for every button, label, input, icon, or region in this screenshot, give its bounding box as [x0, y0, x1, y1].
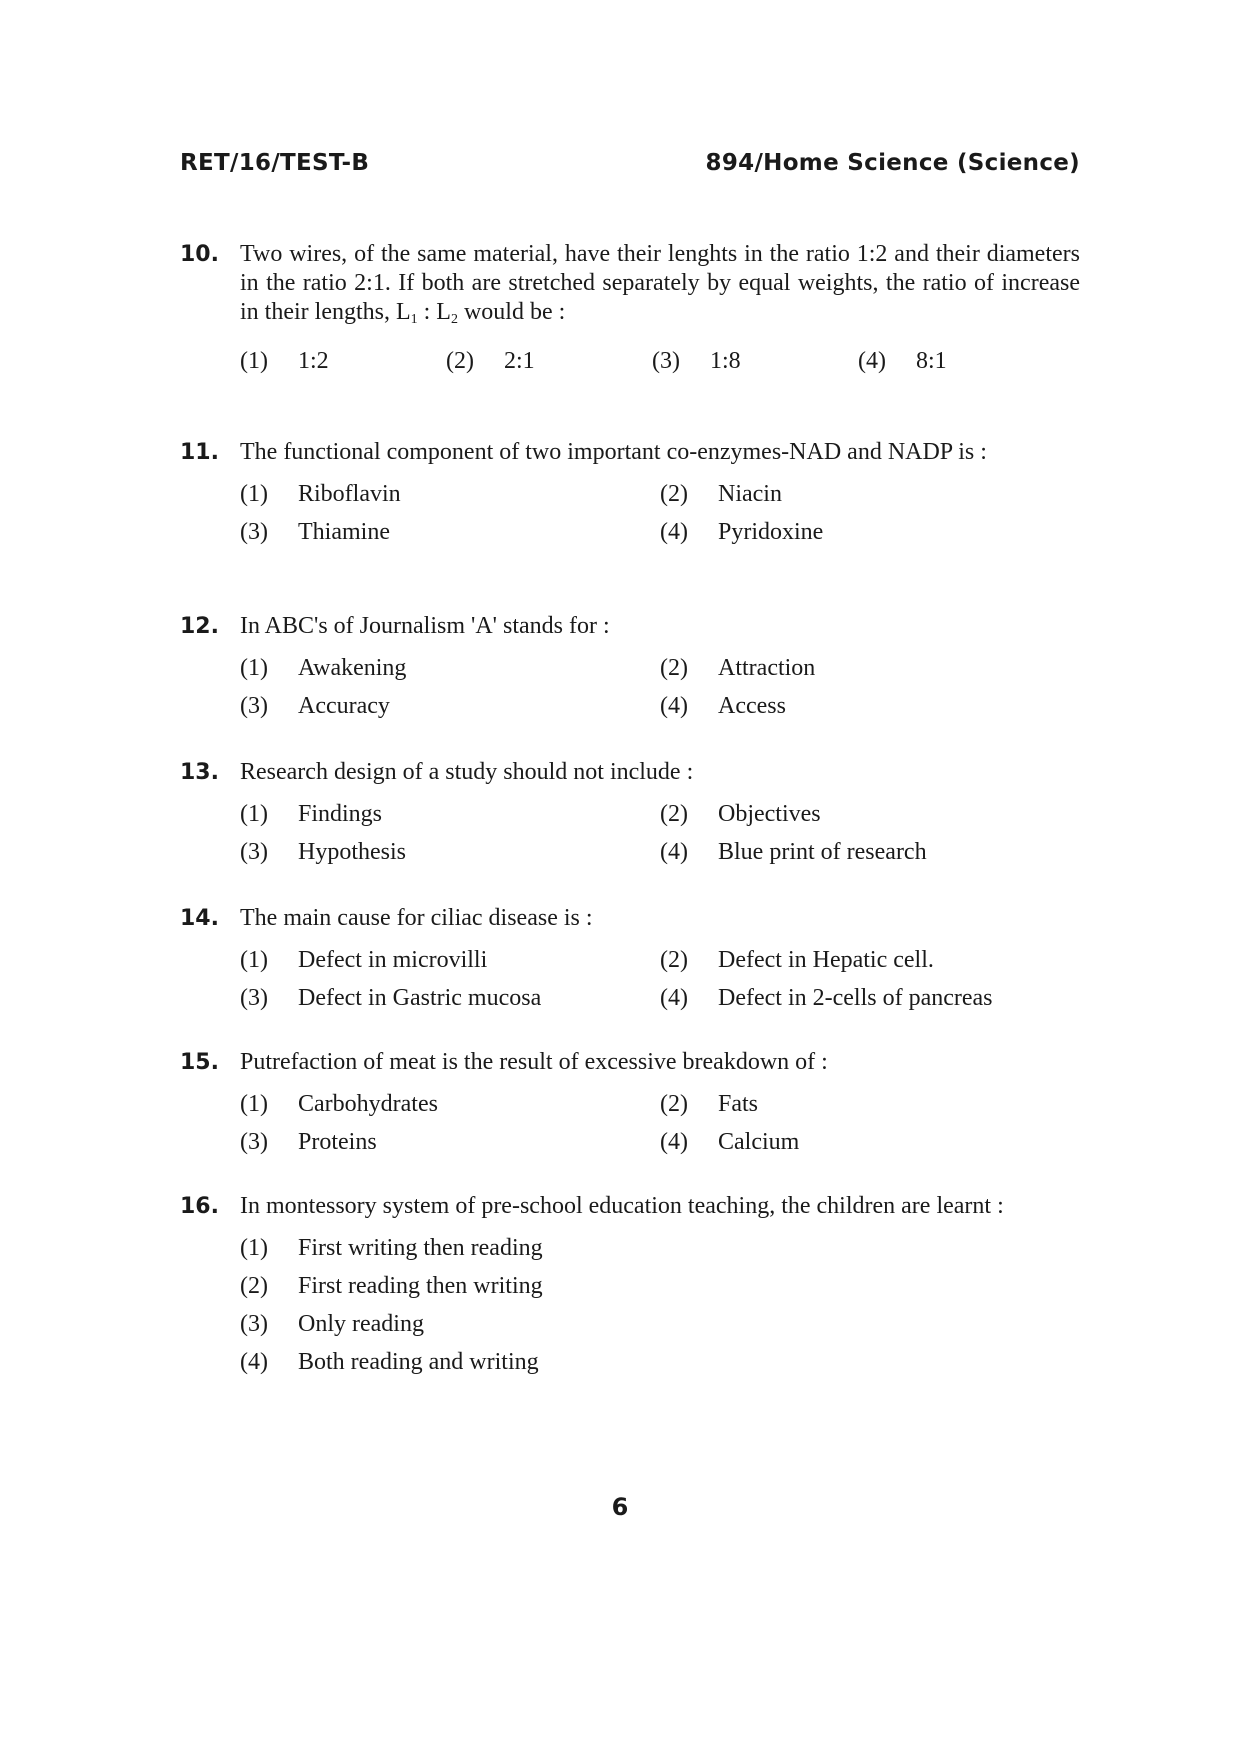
- paper-title: 894/Home Science (Science): [705, 150, 1080, 176]
- option-2[interactable]: (2) Fats: [660, 1090, 759, 1117]
- option-text: Objectives: [718, 800, 821, 827]
- option-3[interactable]: (3) Thiamine: [240, 518, 390, 545]
- question-number: 16.: [180, 1194, 219, 1219]
- option-list: [240, 1229, 1080, 1381]
- option-3[interactable]: (3) Proteins: [240, 1128, 377, 1155]
- question-text: In ABC's of Journalism 'A' stands for :: [240, 613, 610, 639]
- option-1[interactable]: (1) 1:2: [240, 347, 329, 374]
- option-list: [240, 475, 1080, 551]
- question-number: 11.: [180, 440, 219, 465]
- option-1[interactable]: (1) Findings: [240, 800, 383, 827]
- question-text: The main cause for ciliac disease is :: [240, 905, 593, 931]
- question-number: 15.: [180, 1050, 219, 1075]
- option-text: Findings: [298, 800, 383, 827]
- option-4[interactable]: (4) 8:1: [858, 347, 947, 374]
- option-text: Hypothesis: [298, 838, 406, 865]
- question-10: [180, 240, 1080, 380]
- option-2[interactable]: (2) Defect in Hepatic cell.: [660, 946, 934, 973]
- option-4[interactable]: (4) Defect in 2-cells of pancreas: [660, 984, 993, 1011]
- option-text: Carbohydrates: [298, 1090, 438, 1117]
- question-number: 13.: [180, 760, 219, 785]
- option-text: 8:1: [916, 347, 947, 374]
- question-text: Research design of a study should not include :: [240, 759, 694, 785]
- option-text: Defect in Hepatic cell.: [718, 946, 934, 973]
- page-header: [180, 150, 1080, 176]
- question-15: [180, 1048, 1080, 1161]
- option-text: Defect in microvilli: [298, 946, 488, 973]
- option-text: Niacin: [718, 480, 782, 507]
- option-3[interactable]: (3) Defect in Gastric mucosa: [240, 984, 542, 1011]
- option-1[interactable]: (1) First writing then reading: [240, 1234, 543, 1261]
- question-12: [180, 612, 1080, 725]
- option-3[interactable]: (3) Accuracy: [240, 692, 390, 719]
- option-text: First writing then reading: [298, 1234, 543, 1261]
- option-3[interactable]: (3) Hypothesis: [240, 838, 406, 865]
- option-3[interactable]: (3) Only reading: [240, 1310, 424, 1337]
- option-text: Accuracy: [298, 692, 390, 719]
- option-1[interactable]: (1) Defect in microvilli: [240, 946, 488, 973]
- option-1[interactable]: (1) Awakening: [240, 654, 407, 681]
- option-2[interactable]: (2) Niacin: [660, 480, 782, 507]
- option-text: Riboflavin: [298, 480, 401, 507]
- option-1[interactable]: (1) Carbohydrates: [240, 1090, 438, 1117]
- option-list: [240, 1085, 1080, 1161]
- option-text: Attraction: [718, 654, 816, 681]
- question-text: In montessory system of pre-school education teaching, the children are learnt :: [240, 1193, 1004, 1219]
- option-text: First reading then writing: [298, 1272, 543, 1299]
- option-text: 1:8: [710, 347, 741, 374]
- option-text: Defect in 2-cells of pancreas: [718, 984, 993, 1011]
- option-text: Only reading: [298, 1310, 424, 1337]
- option-2[interactable]: (2) First reading then writing: [240, 1272, 543, 1299]
- option-4[interactable]: (4) Blue print of research: [660, 838, 927, 865]
- option-list: [240, 795, 1080, 871]
- option-4[interactable]: (4) Calcium: [660, 1128, 800, 1155]
- question-number: 12.: [180, 614, 219, 639]
- question-14: [180, 904, 1080, 1017]
- option-2[interactable]: (2) 2:1: [446, 347, 535, 374]
- question-text: Putrefaction of meat is the result of excessive breakdown of :: [240, 1049, 828, 1075]
- option-text: Pyridoxine: [718, 518, 824, 545]
- page-number: 6: [611, 1493, 629, 1521]
- option-text: Awakening: [298, 654, 407, 681]
- option-4[interactable]: (4) Both reading and writing: [240, 1348, 539, 1375]
- option-4[interactable]: (4) Pyridoxine: [660, 518, 824, 545]
- option-text: 2:1: [504, 347, 535, 374]
- question-text: Two wires, of the same material, have their lenghts in the ratio 1:2 and their diameters in the ratio 2:1. If both are stretched separately by equal weights, the ratio of increase in their lengths, $L_1$ : $L_2$ would be :: [240, 241, 1080, 327]
- question-11: [180, 438, 1080, 551]
- option-text: 1:2: [298, 347, 329, 374]
- option-text: Blue print of research: [718, 838, 927, 865]
- option-text: Calcium: [718, 1128, 800, 1155]
- question-text: The functional component of two important co-enzymes-NAD and NADP is :: [240, 439, 987, 465]
- question-13: [180, 758, 1080, 871]
- option-1[interactable]: (1) Riboflavin: [240, 480, 401, 507]
- option-list: [240, 649, 1080, 725]
- option-list: [240, 342, 1080, 380]
- option-4[interactable]: (4) Access: [660, 692, 786, 719]
- option-text: Thiamine: [298, 518, 390, 545]
- option-list: [240, 941, 1080, 1017]
- option-text: Both reading and writing: [298, 1348, 539, 1375]
- option-text: Defect in Gastric mucosa: [298, 984, 542, 1011]
- option-text: Access: [718, 692, 786, 719]
- question-16: [180, 1192, 1080, 1381]
- option-2[interactable]: (2) Objectives: [660, 800, 821, 827]
- option-2[interactable]: (2) Attraction: [660, 654, 816, 681]
- option-text: Fats: [718, 1090, 759, 1117]
- option-text: Proteins: [298, 1128, 377, 1155]
- question-number: 10.: [180, 242, 219, 267]
- question-number: 14.: [180, 906, 219, 931]
- exam-code: RET/16/TEST-B: [180, 150, 370, 176]
- option-3[interactable]: (3) 1:8: [652, 347, 741, 374]
